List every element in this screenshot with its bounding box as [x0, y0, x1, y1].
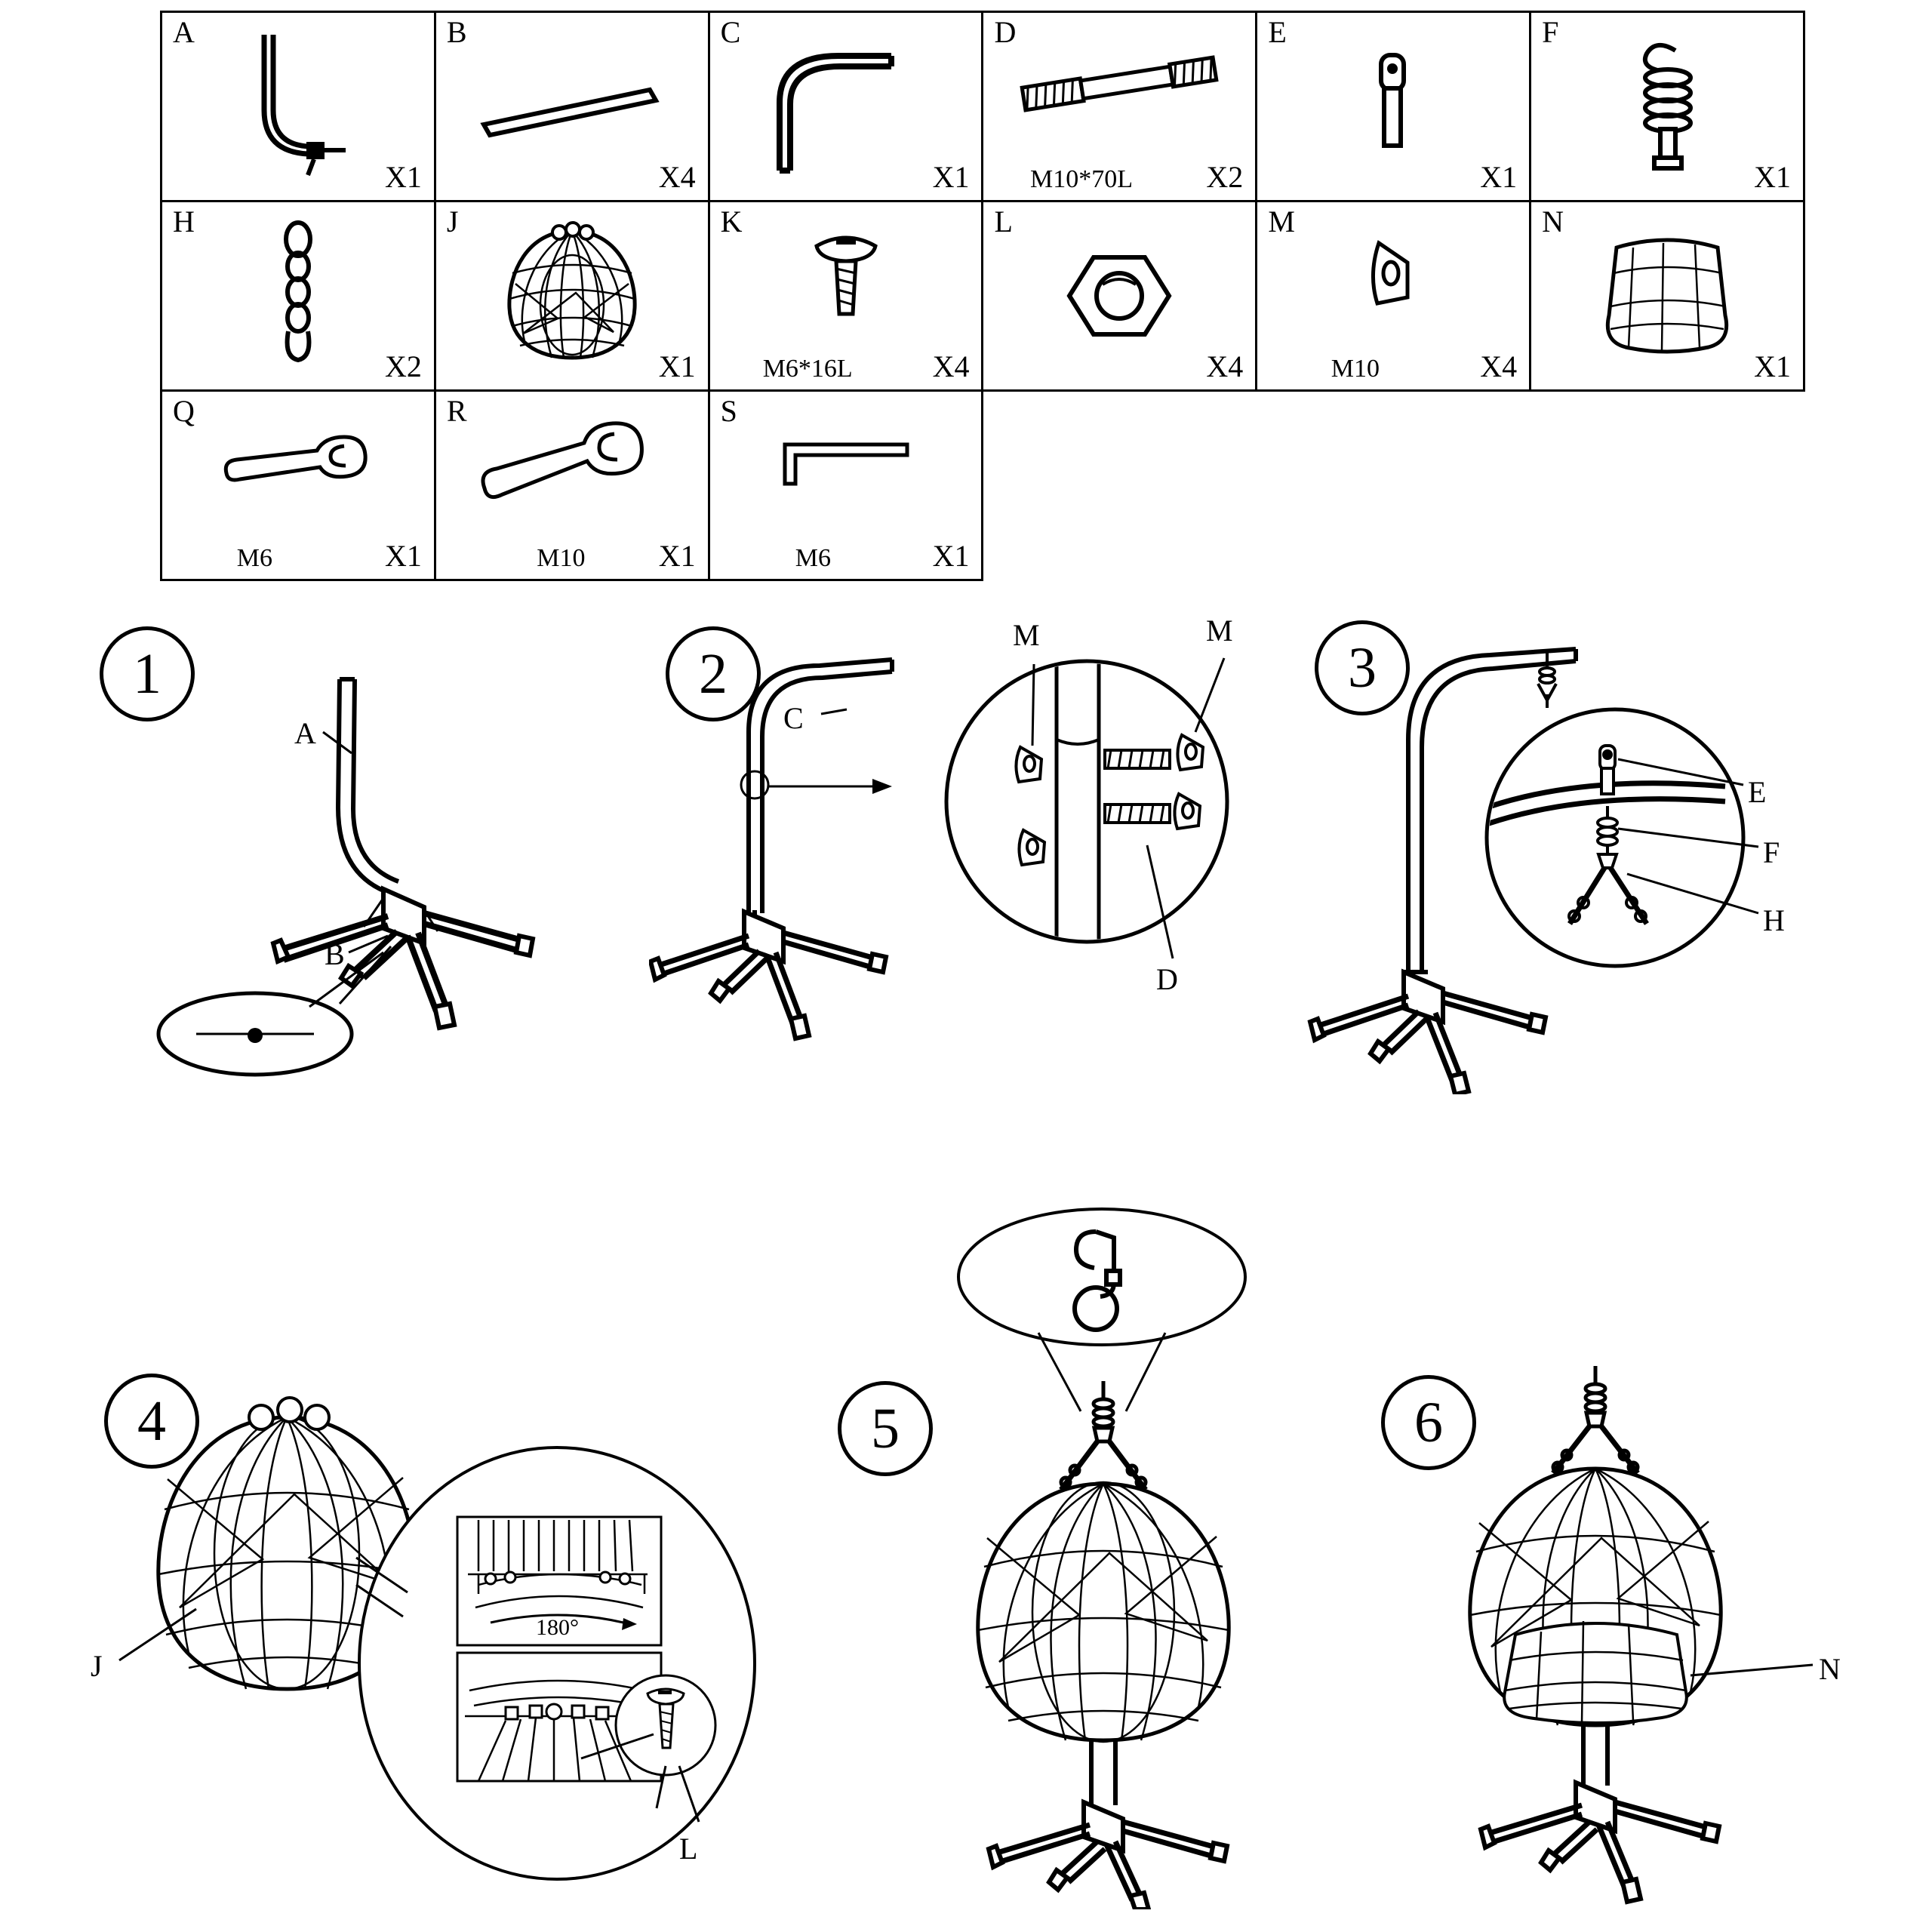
screw-icon: [710, 202, 982, 352]
part-cell-S: [709, 391, 983, 580]
step1-label-A: A: [294, 716, 316, 750]
step-6: [1366, 1358, 1924, 1917]
part-cell-F: [1531, 12, 1804, 202]
part-cell-L: [983, 202, 1257, 391]
part-qty: X1: [932, 160, 970, 194]
step4-label-J: J: [91, 1649, 103, 1683]
part-letter: A: [173, 15, 195, 49]
part-spec: M10*70L: [1030, 165, 1134, 193]
step-number-badge: 3: [1315, 620, 1410, 715]
part-qty: X4: [1480, 349, 1518, 383]
part-cell-Q: [162, 391, 435, 580]
part-spec: M6*16L: [762, 355, 853, 383]
part-qty: X1: [1480, 160, 1518, 194]
part-qty: X2: [1206, 160, 1244, 194]
wedge-cap-icon: [1257, 202, 1529, 344]
svg-text:180°: 180°: [536, 1615, 579, 1640]
step3-label-F: F: [1763, 835, 1780, 869]
step-1: [83, 611, 641, 1094]
part-spec: M6: [795, 544, 832, 572]
part-cell-D: [983, 12, 1257, 202]
part-qty: X1: [932, 539, 970, 573]
step3-label-H: H: [1763, 903, 1785, 937]
part-qty: X4: [1206, 349, 1244, 383]
part-spec: M10: [537, 544, 586, 572]
part-letter: J: [446, 205, 459, 238]
step6-label-N: N: [1819, 1652, 1841, 1686]
step6-diagram: [1366, 1358, 1924, 1917]
step-number-badge: 6: [1381, 1375, 1476, 1470]
step-number-badge: 5: [838, 1381, 933, 1476]
allen-key-icon: [710, 392, 982, 537]
part-qty: X4: [658, 160, 696, 194]
part-letter: L: [994, 205, 1013, 238]
step-5: [830, 1192, 1358, 1909]
step-number-badge: 1: [100, 626, 195, 721]
open-wrench-icon: [162, 392, 434, 541]
part-qty: X1: [1754, 160, 1791, 194]
part-cell-C: [709, 12, 983, 202]
step-4: [83, 1358, 770, 1902]
part-letter: H: [173, 205, 195, 238]
part-letter: D: [994, 15, 1017, 49]
part-qty: X4: [932, 349, 970, 383]
step1-diagram: [83, 611, 641, 1094]
step2-label-M-left: M: [1013, 618, 1040, 652]
part-letter: M: [1268, 205, 1295, 238]
part-cell-A: [162, 12, 435, 202]
part-qty: X1: [658, 539, 696, 573]
part-cell-M: [1257, 202, 1531, 391]
part-letter: C: [720, 15, 741, 49]
step5-diagram: [830, 1192, 1358, 1909]
part-letter: K: [720, 205, 743, 238]
step4-label-L: L: [679, 1832, 698, 1866]
empty-cell: [983, 391, 1257, 580]
part-cell-N: [1531, 202, 1804, 391]
step-number-badge: 4: [104, 1374, 199, 1469]
table-row: [162, 202, 1804, 391]
part-letter: F: [1542, 15, 1559, 49]
step3-diagram: [1298, 611, 1902, 1094]
part-qty: X1: [384, 539, 422, 573]
step2-label-C: C: [783, 701, 804, 735]
table-row: [162, 12, 1804, 202]
step-2: [649, 611, 1268, 1094]
long-bolt-icon: [983, 13, 1255, 155]
step2-label-D: D: [1156, 962, 1178, 996]
empty-cell: [1257, 391, 1531, 580]
part-qty: X1: [658, 349, 696, 383]
part-letter: N: [1542, 205, 1564, 238]
step-number-badge: 2: [666, 626, 761, 721]
part-letter: B: [446, 15, 467, 49]
step1-label-B: B: [325, 937, 345, 971]
part-qty: X2: [384, 349, 422, 383]
part-cell-H: [162, 202, 435, 391]
parts-list-table: [160, 11, 1805, 581]
part-spec: M6: [236, 544, 272, 572]
part-cell-K: [709, 202, 983, 391]
step-3: [1298, 611, 1902, 1094]
part-cell-B: [435, 12, 709, 202]
empty-cell: [1531, 391, 1804, 580]
part-qty: X1: [1754, 349, 1791, 383]
part-cell-E: [1257, 12, 1531, 202]
part-letter: S: [720, 394, 737, 428]
part-spec: M10: [1331, 355, 1380, 383]
part-cell-J: [435, 202, 709, 391]
open-wrench-large-icon: [436, 392, 708, 549]
step4-diagram: [83, 1358, 770, 1902]
table-row: [162, 391, 1804, 580]
part-cell-R: [435, 391, 709, 580]
step3-label-E: E: [1748, 775, 1767, 809]
part-letter: Q: [173, 394, 195, 428]
step2-diagram: [649, 611, 1268, 1094]
step2-label-M-right: M: [1206, 614, 1233, 648]
part-letter: E: [1268, 15, 1287, 49]
part-qty: X1: [384, 160, 422, 194]
part-letter: R: [446, 394, 467, 428]
